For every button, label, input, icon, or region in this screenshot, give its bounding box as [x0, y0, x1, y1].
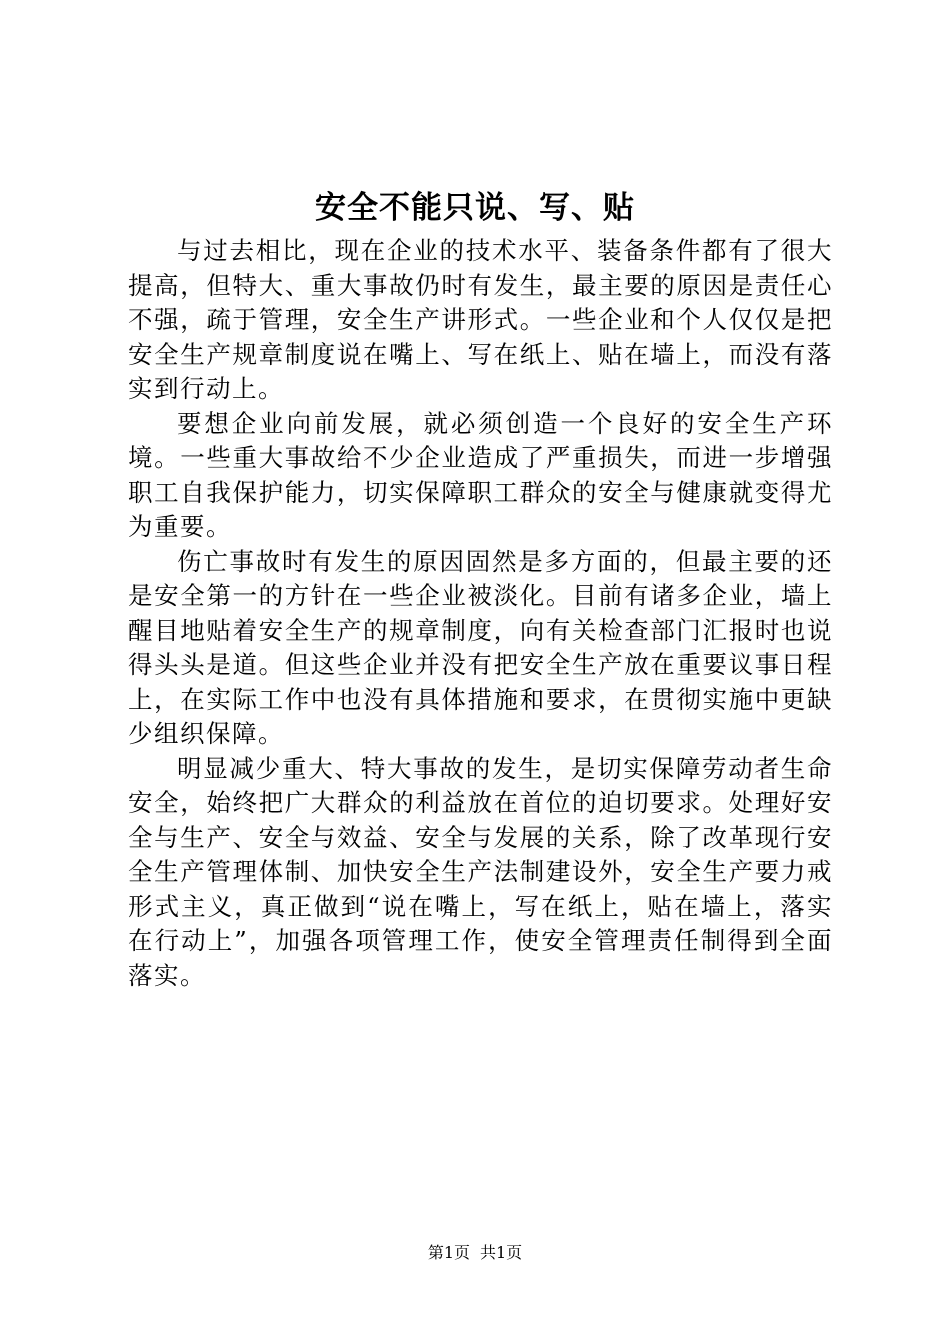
page-footer	[0, 1242, 950, 1264]
page-number-total: 共1页	[480, 1243, 523, 1262]
page-number-current: 第1页	[427, 1243, 470, 1262]
paragraph-2: 要想企业向前发展，就必须创造一个良好的安全生产环境。一些重大事故给不少企业造成了严重损失，而进一步增强职工自我保护能力，切实保障职工群众的安全与健康就变得尤为重要。	[128, 408, 833, 541]
paragraph-1: 与过去相比，现在企业的技术水平、装备条件都有了很大提高，但特大、重大事故仍时有发生，最主要的原因是责任心不强，疏于管理，安全生产讲形式。一些企业和个人仅仅是把安全生产规章制度说在嘴上、写在纸上、贴在墙上，而没有落实到行动上。	[128, 236, 833, 403]
document-title: 安全不能只说、写、贴	[315, 190, 635, 226]
paragraph-3: 伤亡事故时有发生的原因固然是多方面的，但最主要的还是安全第一的方针在一些企业被淡化。目前有诸多企业，墙上醒目地贴着安全生产的规章制度，向有关检查部门汇报时也说得头头是道。但这些企业并没有把安全生产放在重要议事日程上，在实际工作中也没有具体措施和要求，在贯彻实施中更缺少组织保障。	[128, 546, 833, 748]
paragraph-4: 明显减少重大、特大事故的发生，是切实保障劳动者生命安全，始终把广大群众的利益放在首位的迫切要求。处理好安全与生产、安全与效益、安全与发展的关系，除了改革现行安全生产管理体制、加快安全生产法制建设外，安全生产要力戒形式主义，真正做到“说在嘴上，写在纸上，贴在墙上，落实在行动上”，加强各项管理工作，使安全管理责任制得到全面落实。	[128, 753, 833, 990]
document-body	[128, 234, 833, 993]
